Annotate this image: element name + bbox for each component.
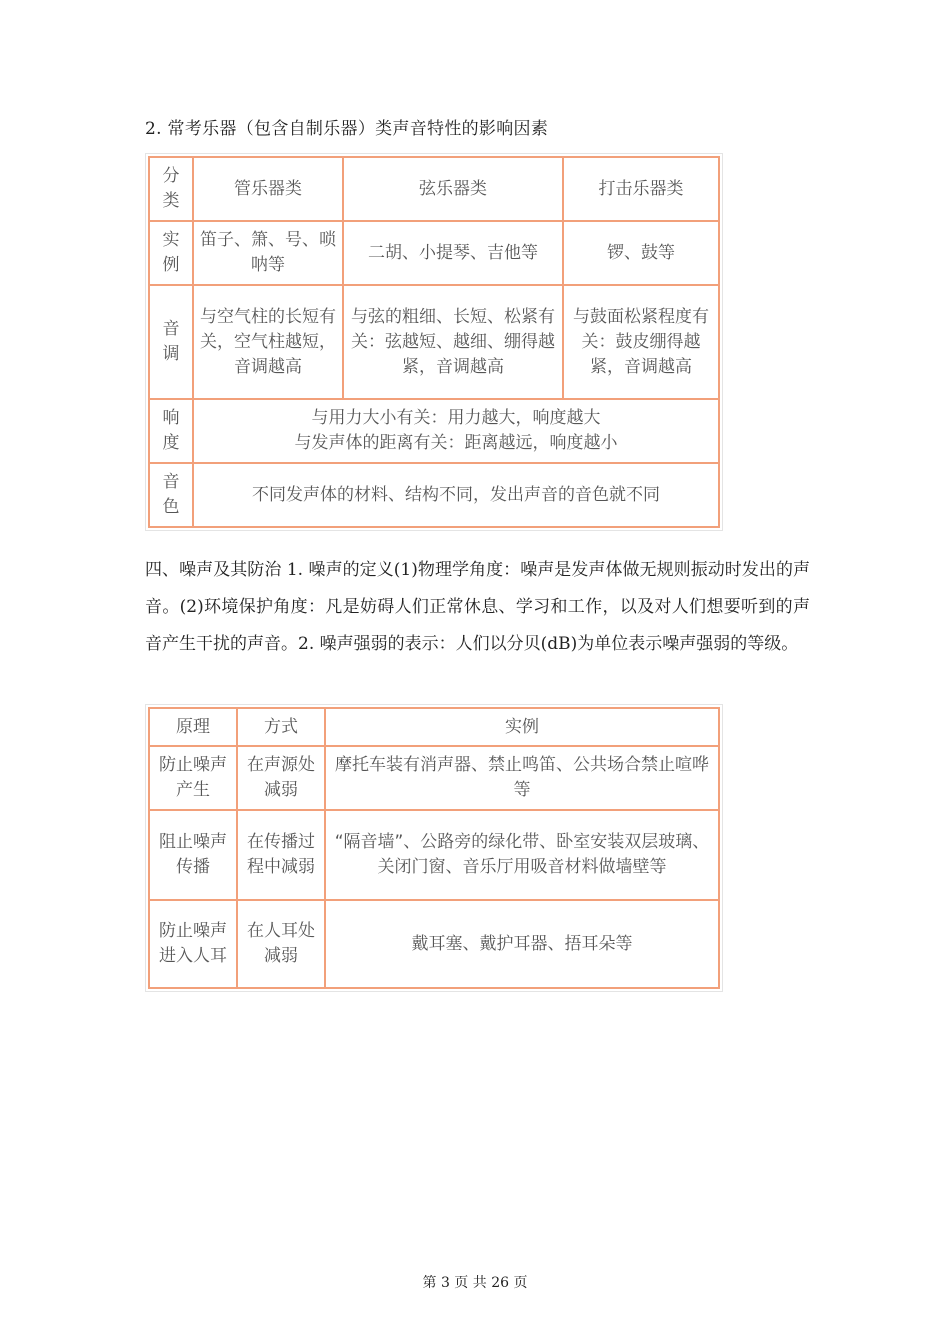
table-cell: 与鼓面松紧程度有关：鼓皮绷得越紧，音调越高 bbox=[563, 285, 719, 399]
header-cell: 弦乐器类 bbox=[343, 157, 563, 221]
page-number: 第 3 页 共 26 页 bbox=[422, 1275, 528, 1291]
row-label: 音调 bbox=[149, 285, 193, 399]
table-row bbox=[149, 399, 719, 463]
instrument-sound-table bbox=[148, 156, 720, 528]
header-cell: 打击乐器类 bbox=[563, 157, 719, 221]
table-cell bbox=[193, 399, 719, 463]
table-cell: 二胡、小提琴、吉他等 bbox=[343, 221, 563, 285]
table-row bbox=[149, 463, 719, 527]
table-cell: 在人耳处减弱 bbox=[237, 900, 325, 988]
table-cell: 与空气柱的长短有关，空气柱越短，音调越高 bbox=[193, 285, 343, 399]
table-row bbox=[149, 900, 719, 988]
table-cell: 阻止噪声传播 bbox=[149, 810, 237, 900]
row-label: 响度 bbox=[149, 399, 193, 463]
noise-control-table bbox=[148, 707, 720, 989]
header-cell: 实例 bbox=[325, 708, 719, 746]
header-cell: 方式 bbox=[237, 708, 325, 746]
header-cell: 管乐器类 bbox=[193, 157, 343, 221]
table-row bbox=[149, 810, 719, 900]
table-cell: 防止噪声进入人耳 bbox=[149, 900, 237, 988]
row-label: 音色 bbox=[149, 463, 193, 527]
row-label: 实例 bbox=[149, 221, 193, 285]
table-cell: 锣、鼓等 bbox=[563, 221, 719, 285]
table-cell: “隔音墙”、公路旁的绿化带、卧室安装双层玻璃、关闭门窗、音乐厅用吸音材料做墙壁等 bbox=[325, 810, 719, 900]
noise-paragraph: 四、噪声及其防治 1. 噪声的定义(1)物理学角度：噪声是发声体做无规则振动时发出的声音。(2)环境保护角度：凡是妨碍人们正常休息、学习和工作，以及对人们想要听到的声音产生干扰的声音。2. 噪声强弱的表示：人们以分贝(dB)为单位表示噪声强弱的等级。 bbox=[145, 560, 810, 654]
table-row bbox=[149, 708, 719, 746]
table-cell: 戴耳塞、戴护耳器、捂耳朵等 bbox=[325, 900, 719, 988]
table-cell: 防止噪声产生 bbox=[149, 746, 237, 810]
header-cell: 分类 bbox=[149, 157, 193, 221]
table-cell: 在传播过程中减弱 bbox=[237, 810, 325, 900]
table-cell: 摩托车装有消声器、禁止鸣笛、公共场合禁止喧哗等 bbox=[325, 746, 719, 810]
table-row bbox=[149, 221, 719, 285]
loudness-line: 与用力大小有关：用力越大，响度越大 bbox=[311, 408, 601, 428]
loudness-line: 与发声体的距离有关：距离越远，响度越小 bbox=[294, 433, 618, 453]
section-heading: 2. 常考乐器（包含自制乐器）类声音特性的影响因素 bbox=[145, 119, 549, 139]
table-cell: 不同发声体的材料、结构不同，发出声音的音色就不同 bbox=[193, 463, 719, 527]
table-row bbox=[149, 746, 719, 810]
table-cell: 与弦的粗细、长短、松紧有关：弦越短、越细、绷得越紧，音调越高 bbox=[343, 285, 563, 399]
table-cell: 笛子、箫、号、唢呐等 bbox=[193, 221, 343, 285]
table-cell: 在声源处减弱 bbox=[237, 746, 325, 810]
table-row bbox=[149, 157, 719, 221]
table-row bbox=[149, 285, 719, 399]
header-cell: 原理 bbox=[149, 708, 237, 746]
